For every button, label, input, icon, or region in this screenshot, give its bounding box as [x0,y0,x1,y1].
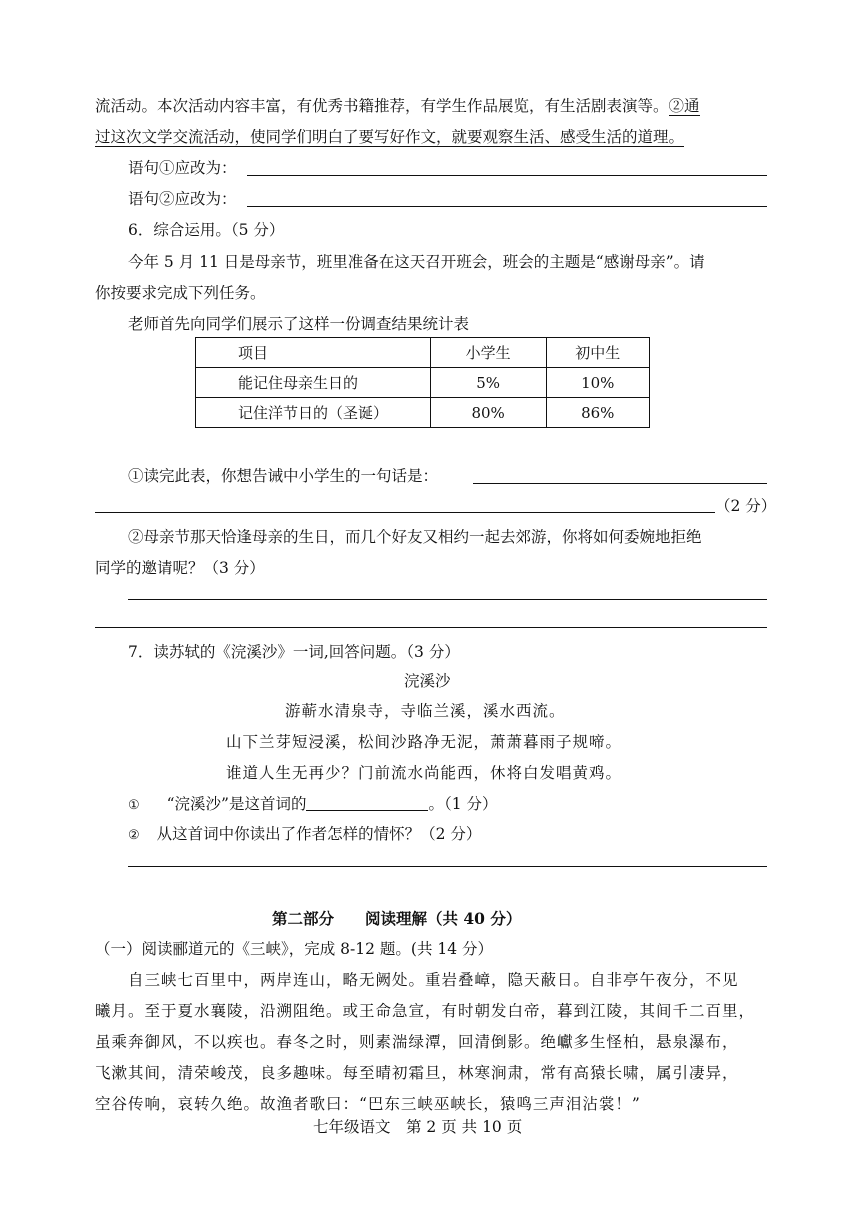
q7-sub2 [128,822,481,844]
q6-sub2-answer-line-2[interactable] [95,627,767,628]
q6-title: 6．综合运用。（5 分） [128,221,285,239]
passage-line-1: 自三峡七百里中，两岸连山，略无阙处。重岩叠嶂，隐天蔽日。自非亭午夜分，不见 [128,971,739,989]
table-header-row [196,338,650,368]
intro-line-2 [95,125,684,147]
intro-text: 流活动。本次活动内容丰富，有优秀书籍推荐，有学生作品展览，有生活剧表演等。 [95,97,669,115]
poem-line-1: 山下兰芽短浸溪，松间沙路净无泥，萧萧暮雨子规啼。 [226,733,623,751]
q7-sub2-answer-line[interactable] [128,866,767,867]
passage-line-2: 曦月。至于夏水襄陵，沿溯阻绝。或王命急宣，有时朝发白帝，暮到江陵，其间千二百里， [95,1002,756,1020]
poem-intro: 游蕲水清泉寺，寺临兰溪，溪水西流。 [285,702,566,720]
survey-table [195,337,650,428]
q7-sub2-number: ② [128,828,140,843]
q7-sub1-blank[interactable] [306,796,428,811]
table-cell: 记住洋节日的（圣诞） [196,398,431,428]
q6-sub1-score: （2 分） [715,497,777,515]
q7-sub2-text: 从这首词中你读出了作者怎样的情怀？（2 分） [156,825,482,843]
q6-sub1-answer-line-1[interactable] [473,483,767,484]
part2-heading: 第二部分 阅读理解（共 40 分） [272,909,522,928]
q6-desc-2: 你按要求完成下列任务。 [95,284,266,302]
sentence-2-underlined-start: ②通 [668,97,700,115]
q7-sub1-score: 。（1 分） [428,795,498,813]
q6-sub2-line-2: 同学的邀请呢？（3 分） [95,559,265,577]
page-footer: 七年级语文 第 2 页 共 10 页 [313,1118,523,1136]
table-cell: 5% [430,368,546,398]
table-cell: 能记住母亲生日的 [196,368,431,398]
table-cell: 10% [546,368,650,398]
table-cell: 80% [430,398,546,428]
passage-line-5: 空谷传响，哀转久绝。故渔者歌曰：“巴东三峡巫峡长，猿鸣三声泪沾裳！” [95,1095,641,1113]
q7-sub1 [128,792,498,814]
q7-sub1-text: “浣溪沙”是这首词的 [166,795,307,813]
table-row [196,398,650,428]
table-row [196,368,650,398]
fix-1-answer-line[interactable] [247,175,767,176]
q6-desc-1: 今年 5 月 11 日是母亲节，班里准备在这天召开班会，班会的主题是“感谢母亲”。请 [128,253,705,271]
section1-heading: （一）阅读郦道元的《三峡》，完成 8-12 题。(共 14 分） [95,940,494,958]
fix-2-answer-line[interactable] [247,206,767,207]
intro-line-1 [95,94,700,116]
q6-sub2-line-1: ②母亲节那天恰逢母亲的生日，而几个好友又相约一起去郊游，你将如何委婉地拒绝 [128,528,702,546]
q6-table-intro: 老师首先向同学们展示了这样一份调查结果统计表 [128,315,470,333]
q6-sub1-label: ①读完此表，你想告诫中小学生的一句话是： [128,467,439,485]
fix-1-label: 语句①应改为： [128,159,237,177]
sentence-2-underlined: 过这次文学交流活动，使同学们明白了要写好作文，就要观察生活、感受生活的道理。 [95,128,685,146]
q6-sub1-answer-line-2[interactable] [95,512,715,513]
fix-2-label: 语句②应改为： [128,190,237,208]
q6-sub2-answer-line-1[interactable] [128,599,767,600]
q7-title: 7．读苏轼的《浣溪沙》一词,回答问题。（3 分） [128,643,460,661]
table-header-junior: 初中生 [546,338,650,368]
table-header-item: 项目 [196,338,431,368]
table-cell: 86% [546,398,650,428]
q7-sub1-number: ① [128,798,140,813]
passage-line-4: 飞漱其间，清荣峻茂，良多趣味。每至晴初霜旦，林寒涧肃，常有高猿长啸，属引凄异， [95,1064,739,1082]
poem-line-2: 谁道人生无再少？门前流水尚能西，休将白发唱黄鸡。 [226,764,623,782]
passage-line-3: 虽乘奔御风，不以疾也。春冬之时，则素湍绿潭，回清倒影。绝巘多生怪柏，悬泉瀑布， [95,1033,739,1051]
table-header-primary: 小学生 [430,338,546,368]
poem-title: 浣溪沙 [404,672,451,690]
